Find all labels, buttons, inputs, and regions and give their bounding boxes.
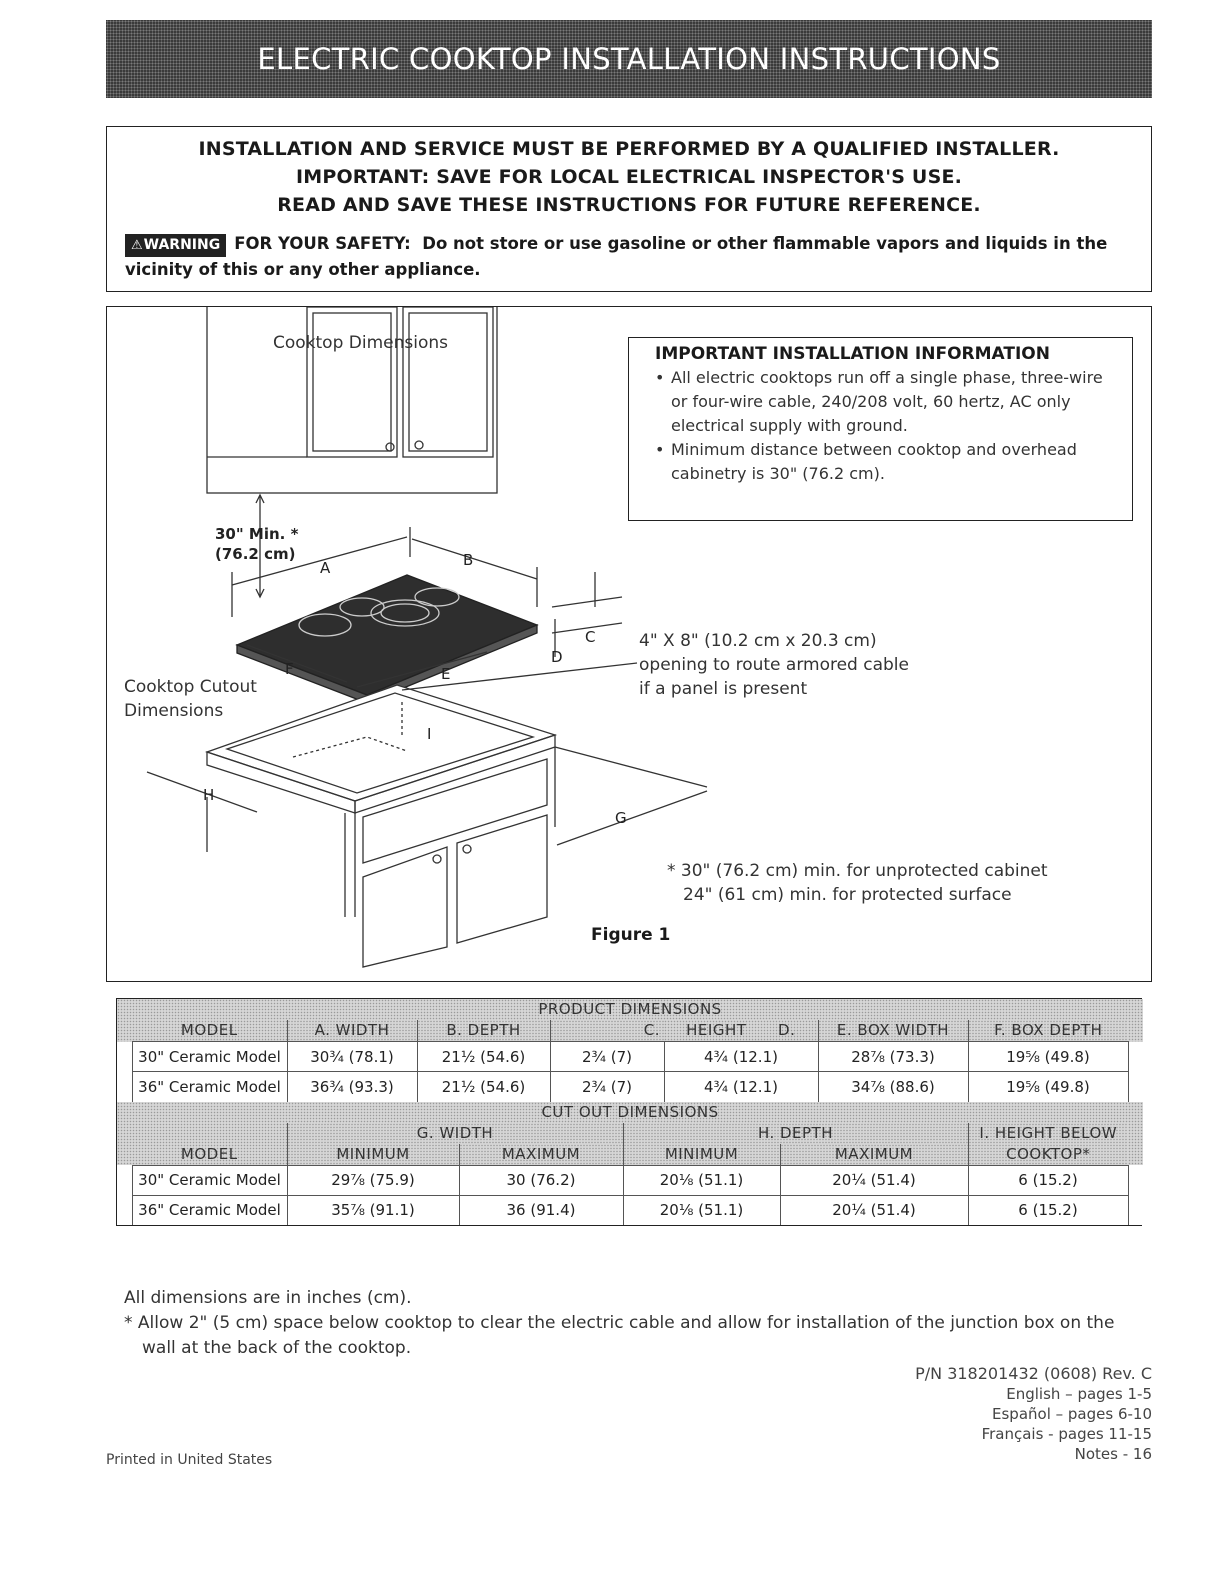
col-height-below-2: COOKTOP*: [968, 1144, 1128, 1166]
group-g-width: G. WIDTH: [287, 1123, 623, 1144]
lang-spanish: Español – pages 6-10: [992, 1405, 1152, 1423]
cell-h-min: 20⅛ (51.1): [623, 1195, 780, 1225]
col-g-max: MAXIMUM: [459, 1144, 623, 1166]
cell-box-depth: 19⅝ (49.8): [968, 1072, 1128, 1102]
col-d: D.: [778, 1021, 796, 1039]
lang-english: English – pages 1-5: [1006, 1385, 1152, 1403]
col-box-width: E. BOX WIDTH: [818, 1020, 968, 1042]
cooktop-illustration: [237, 575, 537, 703]
cutout-label-1: Cooktop Cutout: [124, 677, 257, 697]
cell-model: 36" Ceramic Model: [132, 1195, 287, 1225]
cell-c: 2¾ (7): [550, 1072, 664, 1102]
cell-depth: 21½ (54.6): [417, 1042, 550, 1072]
cell-c: 2¾ (7): [550, 1042, 664, 1072]
table-row: [117, 1042, 1143, 1072]
cell-model: 30" Ceramic Model: [132, 1165, 287, 1195]
cell-h-max: 20¼ (51.4): [780, 1195, 968, 1225]
label-h: H: [203, 786, 215, 804]
cell-g-max: 30 (76.2): [459, 1165, 623, 1195]
cell-g-min: 35⅞ (91.1): [287, 1195, 459, 1225]
cell-box-width: 28⅞ (73.3): [818, 1042, 968, 1072]
part-number-block: [915, 1364, 1152, 1464]
col-model: MODEL: [132, 1020, 287, 1042]
opening-description: opening to route armored cable: [639, 655, 909, 675]
col-c: C.: [550, 1020, 664, 1042]
safety-line-1: INSTALLATION AND SERVICE MUST BE PERFORMED BY A QUALIFIED INSTALLER.: [198, 138, 1060, 160]
footnote-unprotected: * 30" (76.2 cm) min. for unprotected cabinet: [667, 861, 1048, 881]
col-depth: B. DEPTH: [417, 1020, 550, 1042]
group-h-depth: H. DEPTH: [623, 1123, 968, 1144]
warning-text: Do not store or use gasoline or other flammable vapors and liquids in the vicinity of this or any other appliance.: [125, 234, 1108, 279]
label-a: A: [320, 559, 331, 577]
col-height-d: [664, 1020, 818, 1042]
info-bullet: • Minimum distance between cooktop and overhead cabinetry is 30" (76.2 cm).: [655, 438, 1118, 486]
lang-notes: Notes - 16: [1074, 1445, 1152, 1463]
warning-badge-label: WARNING: [143, 237, 221, 253]
cell-height-below: 6 (15.2): [968, 1165, 1128, 1195]
note-units: All dimensions are in inches (cm).: [124, 1288, 412, 1308]
cell-d: 4¾ (12.1): [664, 1042, 818, 1072]
col-h-min: MINIMUM: [623, 1144, 780, 1166]
countertop-illustration: [207, 685, 555, 813]
dimensions-tables: [116, 998, 1142, 1226]
col-width: A. WIDTH: [287, 1020, 417, 1042]
dimension-notes: [124, 1286, 1114, 1361]
info-bullet: • All electric cooktops run off a single phase, three-wire or four-wire cable, 240/208 volt, 60 hertz, AC only electrical supply with ground.: [655, 366, 1118, 438]
cutout-dimensions-table: [117, 1102, 1143, 1226]
warning-triangle-icon: ⚠: [131, 238, 143, 253]
figure-caption: Figure 1: [591, 925, 671, 945]
info-title: IMPORTANT INSTALLATION INFORMATION: [655, 344, 1050, 364]
cutout-dimensions-title: CUT OUT DIMENSIONS: [117, 1102, 1143, 1123]
col-model: MODEL: [132, 1144, 287, 1166]
cutout-label-2: Dimensions: [124, 701, 224, 721]
label-f: F: [285, 660, 294, 678]
cell-width: 30¾ (78.1): [287, 1042, 417, 1072]
cell-model: 36" Ceramic Model: [132, 1072, 287, 1102]
cell-h-max: 20¼ (51.4): [780, 1165, 968, 1195]
note-allowance: * Allow 2" (5 cm) space below cooktop to clear the electric cable and allow for installation of the junction box on the: [124, 1313, 1115, 1333]
cell-height-below: 6 (15.2): [968, 1195, 1128, 1225]
part-number: P/N 318201432 (0608) Rev. C: [915, 1364, 1152, 1383]
cell-box-depth: 19⅝ (49.8): [968, 1042, 1128, 1072]
opening-condition: if a panel is present: [639, 679, 808, 699]
label-e: E: [441, 665, 451, 683]
cell-d: 4¾ (12.1): [664, 1072, 818, 1102]
table-row: [117, 1072, 1143, 1102]
page-title: ELECTRIC COOKTOP INSTALLATION INSTRUCTIONS: [257, 42, 1001, 76]
warning-statement: [125, 231, 1133, 282]
cell-depth: 21½ (54.6): [417, 1072, 550, 1102]
note-allowance-cont: wall at the back of the cooktop.: [142, 1338, 412, 1358]
label-i: I: [427, 725, 432, 743]
figure-panel: [106, 306, 1152, 982]
printed-in: Printed in United States: [106, 1452, 273, 1468]
label-c: C: [585, 628, 596, 646]
cell-g-min: 29⅞ (75.9): [287, 1165, 459, 1195]
col-height-below-1: I. HEIGHT BELOW: [968, 1123, 1128, 1144]
opening-size: 4" X 8" (10.2 cm x 20.3 cm): [639, 631, 877, 651]
lang-french: Français - pages 11-15: [981, 1425, 1152, 1443]
cell-width: 36¾ (93.3): [287, 1072, 417, 1102]
table-row: [117, 1165, 1143, 1195]
col-h-max: MAXIMUM: [780, 1144, 968, 1166]
cell-g-max: 36 (91.4): [459, 1195, 623, 1225]
col-g-min: MINIMUM: [287, 1144, 459, 1166]
min-clearance-metric: (76.2 cm): [215, 545, 296, 563]
warning-badge: [125, 234, 226, 257]
safety-notice: [106, 126, 1152, 292]
safety-line-3: READ AND SAVE THESE INSTRUCTIONS FOR FUTURE REFERENCE.: [277, 194, 981, 216]
col-box-depth: F. BOX DEPTH: [968, 1020, 1128, 1042]
cooktop-dimensions-label: Cooktop Dimensions: [273, 333, 448, 353]
safety-line-2: IMPORTANT: SAVE FOR LOCAL ELECTRICAL INSPECTOR'S USE.: [295, 166, 963, 188]
product-dimensions-table: [117, 999, 1143, 1102]
col-height: HEIGHT: [686, 1021, 747, 1039]
table-row: [117, 1195, 1143, 1225]
label-d: D: [551, 648, 563, 666]
label-b: B: [463, 551, 474, 569]
product-dimensions-title: PRODUCT DIMENSIONS: [117, 999, 1143, 1020]
footnote-protected: 24" (61 cm) min. for protected surface: [683, 885, 1012, 905]
important-info-box: [628, 337, 1133, 521]
cell-model: 30" Ceramic Model: [132, 1042, 287, 1072]
label-g: G: [615, 809, 627, 827]
warning-lead: FOR YOUR SAFETY:: [234, 234, 411, 253]
cell-box-width: 34⅞ (88.6): [818, 1072, 968, 1102]
min-clearance-label: 30" Min. *: [215, 525, 299, 543]
info-list: [655, 366, 1118, 486]
header-banner: [106, 20, 1152, 98]
cell-h-min: 20⅛ (51.1): [623, 1165, 780, 1195]
